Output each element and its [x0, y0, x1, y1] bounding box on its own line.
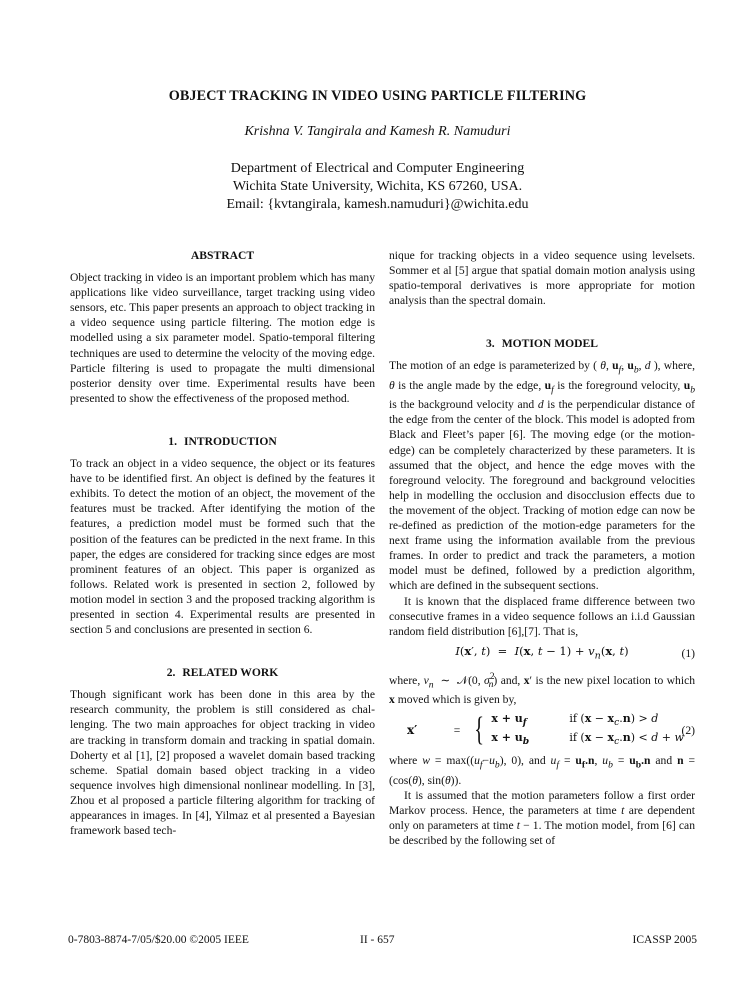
motion-model-paragraph-3: where, $v_n$ ∼ 𝒩(0, $\sigma^2_n$) and, x′ is the new pixel location to which x moved which is given by, [389, 670, 696, 707]
motion-model-paragraph-1: The motion of an edge is parameterized by ( θ, $u_f$, $u_b$, d ), where, θ is the angle made by the edge, $u_f$ is the foreground velocity, $u_b$ is the background velocity and d is the perpendicular distance of the edge from the center of the block. This model is adopted from Black and Fleet’s paper [6]. The moving edge (or the motion-edge) can be completely characterized by these parameters. It is assumed that the object, and hence the edge moves with the foreground velocity. The foreground and background velocities help in modelling the occlusion and disocclusion effects due to the movement of the object. Tracking of motion edge can now be re-defined as prediction of the motion-edge parameters for the next frame using the information available from the previous frames. In order to predict and track the parameters, a motion model must be defined, followed by a prediction algorithm, which are defined in the subsequent sections. [389, 359, 696, 593]
section-title: INTRODUCTION [183, 434, 277, 448]
footer-copyright: 0-7803-8874-7/05/$20.00 ©2005 IEEE [68, 934, 249, 946]
section-heading-introduction [70, 434, 375, 449]
paper-authors: Krishna V. Tangirala and Kamesh R. Namuduri [244, 124, 511, 139]
section-number: 3. [486, 337, 495, 351]
equation-2 [389, 707, 695, 753]
motion-model-paragraph-2: It is known that the displaced frame difference between two consecutive frames in a video sequence follows an i.i.d Gaussian random field distribution [6],[7]. That is, [389, 594, 695, 638]
section-title: RELATED WORK [182, 666, 279, 680]
section-number: 2. [166, 666, 176, 680]
equation-1-body: I(x′, t) = I(x, $t - 1) + v_n(x$, t) [455, 644, 629, 662]
paper-title: OBJECT TRACKING IN VIDEO USING PARTICLE FILTERING [168, 88, 587, 104]
equation-2-lhs: x′ [407, 722, 418, 737]
right-column [389, 248, 695, 848]
equation-number: (1) [681, 647, 695, 661]
left-brace-icon: { [474, 711, 485, 749]
introduction-paragraph: To track an object in a video sequence, the object or its features have to be identified first. An object is defined by the features it exhibits. To detect the motion of an object, the movement of the features must be tracked. After identifying the motion of the features, a prediction model must be formed such that the position of the features can be predicted in the next frame. In this paper, the edges are considered for tracking since edges are most prominent features of an object. This paper is organized as follows. Related work is presented in section 2, followed by motion model in section 3 and the proposed tracking algorithm is presented in section 4. Experimental results are presented in section 5 and conclusions are presented in section 6. [70, 457, 375, 637]
section-number: 1. [168, 434, 177, 448]
abstract-heading: ABSTRACT [190, 249, 255, 262]
equation-2-cases: $x + u_f$ if $(x - x_c.n) > d$ $x + u_b$ if $(x - x_c.n) < d + w$ [491, 711, 684, 748]
motion-model-paragraph-5: It is assumed that the motion parameters follow a first order Markov process. Hence, the parameters at time t are dependent only on parameters at time t − 1. The motion model, from [6] can be described by the following set of [389, 788, 696, 847]
equation-2-equals: = [453, 723, 461, 737]
motion-model-paragraph-4: where $w = \max((u_f-u_b)$, 0), and $u_f = u_f.n$, $u_b = u_b.n$ and n = (cos(θ), sin(θ)). [389, 754, 695, 787]
section-heading-related-work [70, 665, 375, 680]
affiliation [0, 160, 755, 214]
affiliation-department: Department of Electrical and Computer Engineering [230, 161, 525, 176]
equation-number: (2) [681, 723, 695, 737]
footer-conference: ICASSP 2005 [632, 934, 697, 946]
related-work-paragraph-part2: nique for tracking objects in a video sequence using levelsets. Sommer et al [5] argue that spatial domain motion analysis using spatio-temporal derivatives is more appropriate for motion analysis than the spectral domain. [389, 249, 695, 308]
affiliation-university: Wichita State University, Wichita, KS 67260, USA. [232, 179, 523, 194]
related-work-paragraph-part1: Though significant work has been done in this area by the research community, the problem is still considered as challenging. The two main approaches for object tracking in video are tracking in transform domain and tracking in spatial domain. Doherty et al [1], [2] proposed a wavelet domain based tracking scheme. Spatial domain based object tracking in a video sequence involves high dimensional nonlinear modelling. In [3], Zhou et al proposed a particle filtering algorithm for tracking of appearances in images. In [4], Yilmaz et al presented a Bayesian framework based tech- [70, 688, 375, 838]
section-heading-motion-model [389, 336, 695, 351]
equation-1 [389, 639, 695, 669]
footer-page-number: II - 657 [360, 934, 395, 946]
abstract-text: Object tracking in video is an important problem which has many applications like video surveillance, target tracking using video sensors, etc. This paper presents an approach to object tracking in a video sequence using particle filtering. The motion edge is modelled using a six parameter model. Spatio-temporal filtering techniques are used to determine the velocity of the moving edge. Particle filtering is used to propagate the multi dimensional posterior density over time. Experimental results have been presented to show the effectiveness of the proposed method. [70, 271, 375, 405]
affiliation-email: Email: {kvtangirala, kamesh.namuduri}@wichita.edu [226, 197, 529, 212]
left-column [70, 248, 375, 838]
section-title: MOTION MODEL [501, 337, 598, 351]
